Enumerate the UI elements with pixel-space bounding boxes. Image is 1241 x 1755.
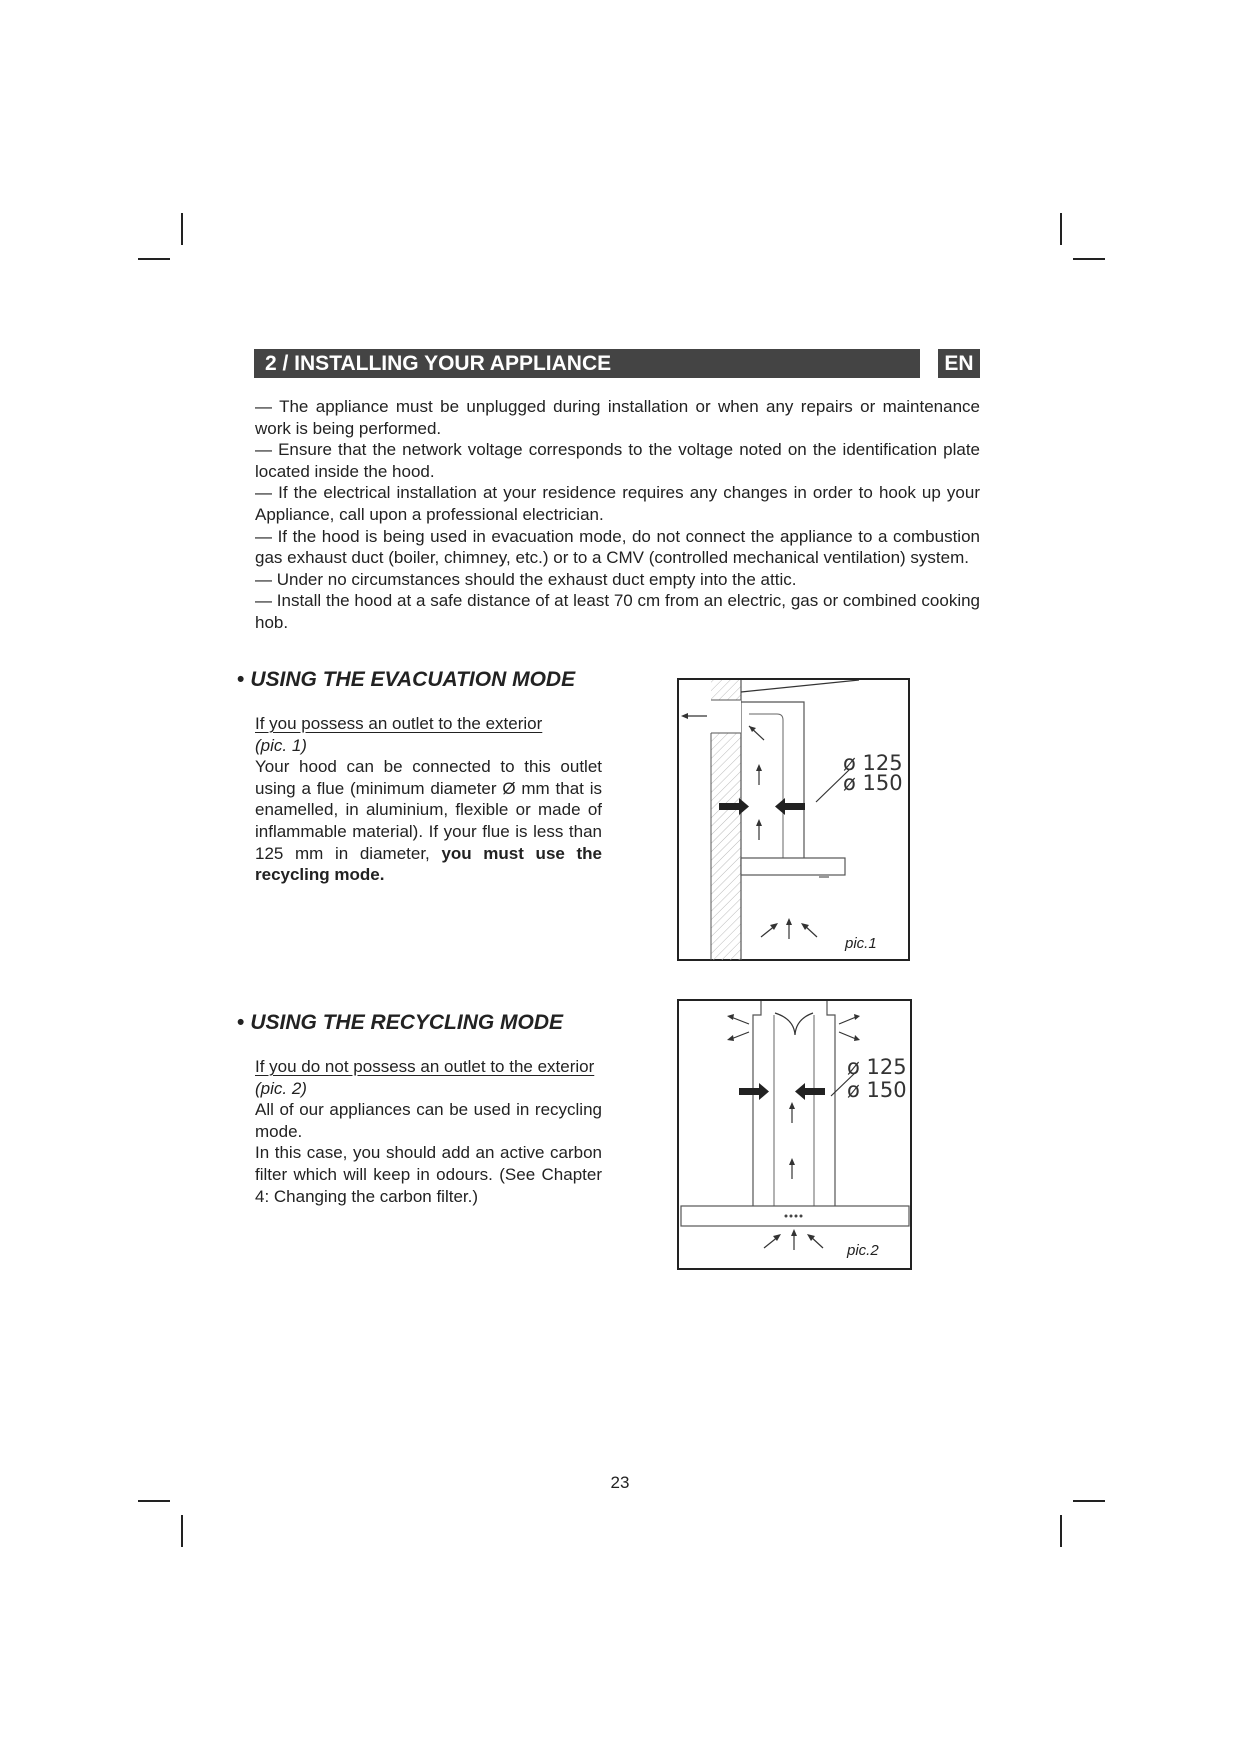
language-badge: EN bbox=[938, 349, 980, 378]
instruction-item: — If the electrical installation at your residence requires any changes in order to hook up your Appliance, call upon a professional electrician. bbox=[255, 483, 980, 524]
crop-mark bbox=[1073, 1500, 1105, 1502]
evacuation-body-emphasis: you must use the recycling mode. bbox=[255, 843, 602, 885]
chimney bbox=[753, 1001, 761, 1206]
pic-reference: (pic. 1) bbox=[255, 735, 307, 755]
instruction-item: — Ensure that the network voltage corresponds to the voltage noted on the identification plate located inside the hood. bbox=[255, 440, 980, 481]
recycling-body: All of our appliances can be used in recycling mode. bbox=[255, 1100, 602, 1141]
instruction-item: — The appliance must be unplugged during installation or when any repairs or maintenance work is being performed. bbox=[255, 397, 980, 438]
diameter-label: ø 125 bbox=[847, 1055, 907, 1079]
arrow-icon bbox=[795, 1083, 805, 1100]
crop-mark bbox=[181, 213, 183, 245]
diameter-label: ø 150 bbox=[843, 771, 903, 795]
section-header: 2 / INSTALLING YOUR APPLIANCE bbox=[254, 349, 920, 378]
arrow-icon bbox=[759, 1083, 769, 1100]
figure-label: pic.1 bbox=[845, 935, 877, 952]
crop-mark bbox=[1060, 213, 1062, 245]
recycling-subheading: If you do not possess an outlet to the exterior bbox=[255, 1057, 595, 1076]
evacuation-subheading: If you possess an outlet to the exterior bbox=[255, 714, 543, 733]
bullet: • bbox=[237, 1011, 245, 1034]
recycling-diagram-drawing bbox=[679, 1001, 914, 1272]
bullet: • bbox=[237, 668, 245, 691]
safety-instructions bbox=[255, 396, 980, 634]
crop-mark bbox=[1073, 258, 1105, 260]
evacuation-diagram bbox=[677, 678, 910, 961]
recycling-body: In this case, you should add an active carbon filter which will keep in odours. (See Chapter 4: Changing the carbon filter.) bbox=[255, 1143, 602, 1206]
recycling-diagram bbox=[677, 999, 912, 1270]
page-number: 23 bbox=[610, 1473, 630, 1492]
recycling-mode-title: USING THE RECYCLING MODE bbox=[250, 1011, 564, 1034]
chimney bbox=[741, 702, 804, 858]
diameter-label: ø 125 bbox=[843, 751, 903, 775]
instruction-item: — Under no circumstances should the exhaust duct empty into the attic. bbox=[255, 569, 797, 589]
crop-mark bbox=[181, 1515, 183, 1547]
pic-reference: (pic. 2) bbox=[255, 1078, 307, 1098]
arrow-icon bbox=[775, 798, 785, 815]
instruction-item: — Install the hood at a safe distance of at least 70 cm from an electric, gas or combined cooking hob. bbox=[255, 591, 980, 632]
hood bbox=[741, 858, 845, 875]
crop-mark bbox=[138, 258, 170, 260]
diameter-label: ø 150 bbox=[847, 1078, 907, 1102]
arrow-icon bbox=[739, 798, 749, 815]
evacuation-diagram-drawing bbox=[679, 680, 912, 963]
figure-label: pic.2 bbox=[847, 1242, 879, 1259]
recycling-mode-text bbox=[255, 1056, 602, 1207]
instruction-item: — If the hood is being used in evacuation mode, do not connect the appliance to a combustion gas exhaust duct (boiler, chimney, etc.) or to a CMV (controlled mechanical ventilation) system. bbox=[255, 526, 980, 568]
evacuation-mode-heading bbox=[237, 668, 575, 692]
crop-mark bbox=[1060, 1515, 1062, 1547]
crop-mark bbox=[138, 1500, 170, 1502]
evacuation-body bbox=[255, 756, 602, 886]
evacuation-mode-text bbox=[255, 713, 602, 886]
flue bbox=[749, 714, 783, 858]
evacuation-mode-title: USING THE EVACUATION MODE bbox=[250, 668, 576, 691]
evacuation-body-text: Your hood can be connected to this outlet using a flue (minimum diameter Ø mm that is enamelled, in aluminium, flexible or made of inflammable material). If your flue is less than 125 mm in diameter, bbox=[255, 757, 602, 863]
recycling-mode-heading bbox=[237, 1011, 563, 1035]
